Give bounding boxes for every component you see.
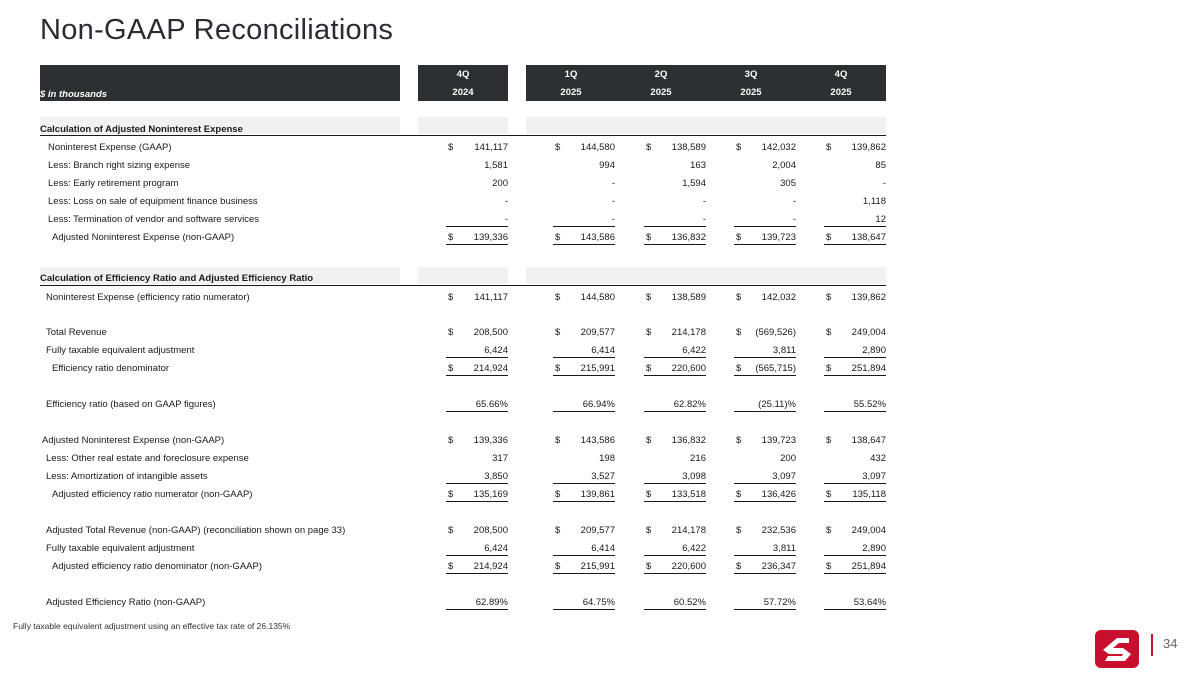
value-cell: 208,500: [473, 327, 508, 338]
total-double-underline: [734, 375, 796, 376]
row-label: Less: Other real estate and foreclosure expense: [46, 453, 249, 464]
subtotal-underline: [446, 483, 508, 484]
value-cell: 141,117: [474, 292, 508, 303]
column-header-year: 2025: [830, 87, 852, 98]
value-cell: 139,336: [473, 232, 508, 243]
column-header-quarter: 3Q: [744, 69, 758, 80]
currency-symbol: $: [736, 435, 742, 446]
currency-symbol: $: [826, 525, 832, 536]
page-number: 34: [1163, 636, 1178, 651]
total-double-underline: [824, 609, 886, 610]
value-cell: 214,924: [473, 561, 508, 572]
subtotal-underline: [734, 357, 796, 358]
table-row: [0, 597, 1200, 613]
currency-symbol: $: [736, 327, 742, 338]
total-double-underline: [824, 501, 886, 502]
value-cell: -: [792, 196, 796, 207]
currency-symbol: $: [646, 435, 652, 446]
value-cell: 251,894: [851, 561, 886, 572]
section-title-efficiency-ratio: Calculation of Efficiency Ratio and Adjusted Efficiency Ratio: [40, 273, 314, 284]
value-cell: 142,032: [761, 142, 796, 153]
row-label: Adjusted efficiency ratio denominator (non-GAAP): [52, 561, 262, 572]
value-cell: 209,577: [580, 327, 615, 338]
value-cell: 139,862: [851, 142, 886, 153]
row-label: Adjusted Noninterest Expense (non-GAAP): [42, 435, 225, 446]
table-row: [0, 453, 1200, 469]
value-cell: 142,032: [761, 292, 796, 303]
value-cell: 53.64%: [853, 597, 886, 608]
total-double-underline: [553, 573, 615, 574]
row-label: Adjusted Total Revenue (non-GAAP) (reconciliation shown on page 33): [46, 525, 346, 536]
total-double-underline: [644, 411, 706, 412]
divider: [1151, 634, 1153, 656]
value-cell: 1,594: [682, 178, 706, 189]
column-header-quarter: 1Q: [564, 69, 578, 80]
value-cell: -: [702, 196, 706, 207]
table-row: [0, 327, 1200, 343]
subtotal-underline: [553, 483, 615, 484]
column-header-quarter: 4Q: [834, 69, 848, 80]
row-label: Noninterest Expense (efficiency ratio numerator): [46, 292, 250, 303]
value-cell: 2,890: [862, 543, 886, 554]
currency-symbol: $: [555, 327, 561, 338]
currency-symbol: $: [826, 561, 832, 572]
value-cell: 12: [875, 214, 886, 225]
value-cell: 139,862: [851, 292, 886, 303]
total-double-underline: [824, 573, 886, 574]
value-cell: 6,422: [682, 345, 706, 356]
currency-symbol: $: [736, 142, 742, 153]
value-cell: 144,580: [580, 142, 615, 153]
value-cell: 3,850: [484, 471, 508, 482]
value-cell: 215,991: [580, 363, 615, 374]
value-cell: 55.52%: [853, 399, 886, 410]
currency-symbol: $: [736, 363, 742, 374]
total-double-underline: [644, 609, 706, 610]
row-label: Fully taxable equivalent adjustment: [46, 345, 195, 356]
value-cell: 208,500: [473, 525, 508, 536]
value-cell: 305: [780, 178, 796, 189]
currency-symbol: $: [826, 435, 832, 446]
page-title: Non-GAAP Reconciliations: [40, 14, 394, 46]
row-label: Efficiency ratio denominator: [52, 363, 170, 374]
currency-symbol: $: [448, 561, 454, 572]
value-cell: 317: [492, 453, 508, 464]
total-double-underline: [446, 244, 508, 245]
currency-symbol: $: [448, 525, 454, 536]
subtotal-underline: [734, 555, 796, 556]
row-label: Less: Branch right sizing expense: [48, 160, 191, 171]
currency-symbol: $: [646, 525, 652, 536]
total-double-underline: [824, 244, 886, 245]
value-cell: 163: [690, 160, 706, 171]
value-cell: 6,422: [682, 543, 706, 554]
subtotal-underline: [824, 483, 886, 484]
currency-symbol: $: [646, 292, 652, 303]
subtotal-underline: [734, 226, 796, 227]
section-title-adjusted-noninterest-expense: Calculation of Adjusted Noninterest Expense: [40, 124, 243, 135]
value-cell: 138,647: [851, 232, 886, 243]
value-cell: 6,414: [591, 345, 615, 356]
table-row: [0, 196, 1200, 212]
value-cell: 62.82%: [673, 399, 706, 410]
section-rule: [40, 285, 886, 286]
section-rule: [40, 135, 886, 136]
row-label: Noninterest Expense (GAAP): [48, 142, 172, 153]
currency-symbol: $: [555, 363, 561, 374]
total-double-underline: [553, 375, 615, 376]
value-cell: 2,004: [772, 160, 796, 171]
table-row: [0, 292, 1200, 308]
value-cell: 85: [875, 160, 886, 171]
value-cell: 198: [599, 453, 615, 464]
value-cell: 249,004: [851, 525, 886, 536]
subtotal-underline: [446, 357, 508, 358]
row-label: Less: Termination of vendor and software services: [48, 214, 260, 225]
column-header-quarter: 2Q: [654, 69, 668, 80]
currency-symbol: $: [448, 232, 454, 243]
value-cell: -: [792, 214, 796, 225]
subtotal-underline: [824, 555, 886, 556]
value-cell: 143,586: [580, 435, 615, 446]
value-cell: 136,832: [671, 232, 706, 243]
currency-symbol: $: [448, 142, 454, 153]
value-cell: 66.94%: [582, 399, 615, 410]
table-row: [0, 160, 1200, 176]
value-cell: 1,581: [484, 160, 508, 171]
table-row: [0, 345, 1200, 361]
table-row: [0, 561, 1200, 577]
value-cell: 133,518: [671, 489, 706, 500]
currency-symbol: $: [448, 327, 454, 338]
value-cell: (569,526): [755, 327, 796, 338]
value-cell: 136,426: [761, 489, 796, 500]
footnote: Fully taxable equivalent adjustment using an effective tax rate of 26.135%: [13, 621, 291, 631]
value-cell: 136,832: [671, 435, 706, 446]
currency-symbol: $: [826, 292, 832, 303]
value-cell: 236,347: [761, 561, 796, 572]
column-header-quarter: 4Q: [456, 69, 470, 80]
currency-symbol: $: [736, 292, 742, 303]
row-label: Efficiency ratio (based on GAAP figures): [46, 399, 216, 410]
subtotal-underline: [824, 357, 886, 358]
value-cell: 200: [780, 453, 796, 464]
subtotal-underline: [644, 357, 706, 358]
value-cell: 135,118: [852, 489, 886, 500]
table-row: [0, 178, 1200, 194]
currency-symbol: $: [555, 232, 561, 243]
total-double-underline: [553, 501, 615, 502]
value-cell: 994: [599, 160, 615, 171]
value-cell: 60.52%: [673, 597, 706, 608]
value-cell: 214,178: [671, 327, 706, 338]
subtotal-underline: [553, 226, 615, 227]
value-cell: -: [882, 178, 886, 189]
value-cell: 216: [690, 453, 706, 464]
value-cell: 57.72%: [763, 597, 796, 608]
table-row: [0, 142, 1200, 158]
row-label: Adjusted Noninterest Expense (non-GAAP): [52, 232, 235, 243]
currency-symbol: $: [448, 292, 454, 303]
currency-symbol: $: [646, 232, 652, 243]
units-label: $ in thousands: [40, 89, 108, 100]
value-cell: 64.75%: [582, 597, 615, 608]
total-double-underline: [644, 501, 706, 502]
currency-symbol: $: [448, 489, 454, 500]
table-row: [0, 543, 1200, 559]
currency-symbol: $: [826, 327, 832, 338]
value-cell: 220,600: [671, 363, 706, 374]
currency-symbol: $: [646, 489, 652, 500]
value-cell: 138,589: [671, 142, 706, 153]
currency-symbol: $: [646, 142, 652, 153]
section-band: [526, 267, 886, 284]
row-label: Adjusted efficiency ratio numerator (non-GAAP): [52, 489, 253, 500]
table-row: [0, 232, 1200, 248]
value-cell: 215,991: [580, 561, 615, 572]
value-cell: 65.66%: [475, 399, 508, 410]
currency-symbol: $: [555, 435, 561, 446]
value-cell: 139,861: [580, 489, 615, 500]
value-cell: 432: [870, 453, 886, 464]
currency-symbol: $: [736, 561, 742, 572]
row-label: Less: Early retirement program: [48, 178, 179, 189]
value-cell: 220,600: [671, 561, 706, 572]
table-row: [0, 214, 1200, 230]
table-row: [0, 435, 1200, 451]
column-header-year: 2025: [650, 87, 672, 98]
value-cell: 3,811: [772, 345, 796, 356]
value-cell: -: [702, 214, 706, 225]
value-cell: 1,118: [862, 196, 886, 207]
value-cell: 209,577: [580, 525, 615, 536]
value-cell: 3,098: [682, 471, 706, 482]
currency-symbol: $: [555, 292, 561, 303]
value-cell: 6,414: [591, 543, 615, 554]
subtotal-underline: [553, 555, 615, 556]
currency-symbol: $: [555, 525, 561, 536]
total-double-underline: [734, 501, 796, 502]
currency-symbol: $: [826, 489, 832, 500]
value-cell: -: [504, 214, 508, 225]
value-cell: 62.89%: [475, 597, 508, 608]
value-cell: 3,811: [772, 543, 796, 554]
column-header-year: 2024: [452, 87, 474, 98]
value-cell: 3,527: [591, 471, 615, 482]
table-row: [0, 471, 1200, 487]
value-cell: 2,890: [862, 345, 886, 356]
value-cell: 200: [492, 178, 508, 189]
value-cell: 144,580: [580, 292, 615, 303]
total-double-underline: [644, 573, 706, 574]
row-label: Less: Loss on sale of equipment finance business: [48, 196, 258, 207]
value-cell: 3,097: [862, 471, 886, 482]
value-cell: 3,097: [772, 471, 796, 482]
currency-symbol: $: [826, 142, 832, 153]
currency-symbol: $: [826, 232, 832, 243]
table-row: [0, 525, 1200, 541]
value-cell: -: [611, 178, 615, 189]
company-logo: [1095, 630, 1139, 668]
total-double-underline: [644, 375, 706, 376]
value-cell: 135,169: [473, 489, 508, 500]
total-double-underline: [446, 411, 508, 412]
total-double-underline: [824, 375, 886, 376]
subtotal-underline: [553, 357, 615, 358]
value-cell: 139,336: [473, 435, 508, 446]
total-double-underline: [446, 375, 508, 376]
row-label: Less: Amortization of intangible assets: [46, 471, 208, 482]
currency-symbol: $: [736, 232, 742, 243]
currency-symbol: $: [646, 363, 652, 374]
value-cell: 232,536: [761, 525, 796, 536]
total-double-underline: [553, 411, 615, 412]
total-double-underline: [734, 609, 796, 610]
total-double-underline: [553, 244, 615, 245]
column-header-year: 2025: [560, 87, 582, 98]
currency-symbol: $: [646, 327, 652, 338]
total-double-underline: [734, 411, 796, 412]
currency-symbol: $: [555, 142, 561, 153]
section-band: [418, 117, 508, 134]
value-cell: 6,424: [484, 345, 508, 356]
value-cell: 143,586: [580, 232, 615, 243]
subtotal-underline: [734, 483, 796, 484]
value-cell: -: [504, 196, 508, 207]
value-cell: 141,117: [474, 142, 508, 153]
value-cell: 214,178: [671, 525, 706, 536]
table-row: [0, 363, 1200, 379]
subtotal-underline: [644, 555, 706, 556]
total-double-underline: [553, 609, 615, 610]
table-row: [0, 399, 1200, 415]
currency-symbol: $: [736, 489, 742, 500]
total-double-underline: [734, 573, 796, 574]
currency-symbol: $: [448, 435, 454, 446]
value-cell: (565,715): [755, 363, 796, 374]
value-cell: -: [611, 196, 615, 207]
total-double-underline: [644, 244, 706, 245]
total-double-underline: [446, 573, 508, 574]
total-double-underline: [824, 411, 886, 412]
value-cell: 139,723: [761, 232, 796, 243]
subtotal-underline: [446, 555, 508, 556]
value-cell: -: [611, 214, 615, 225]
currency-symbol: $: [448, 363, 454, 374]
value-cell: 249,004: [851, 327, 886, 338]
value-cell: 138,589: [671, 292, 706, 303]
value-cell: 214,924: [473, 363, 508, 374]
total-double-underline: [446, 501, 508, 502]
currency-symbol: $: [736, 525, 742, 536]
total-double-underline: [446, 609, 508, 610]
subtotal-underline: [446, 226, 508, 227]
row-label: Total Revenue: [46, 327, 107, 338]
currency-symbol: $: [826, 363, 832, 374]
value-cell: 139,723: [761, 435, 796, 446]
table-row: [0, 489, 1200, 505]
value-cell: 6,424: [484, 543, 508, 554]
column-header-year: 2025: [740, 87, 762, 98]
row-label: Adjusted Efficiency Ratio (non-GAAP): [46, 597, 206, 608]
value-cell: (25.11)%: [758, 399, 796, 410]
value-cell: 251,894: [851, 363, 886, 374]
section-band: [526, 117, 886, 134]
value-cell: 138,647: [851, 435, 886, 446]
row-label: Fully taxable equivalent adjustment: [46, 543, 195, 554]
currency-symbol: $: [555, 561, 561, 572]
subtotal-underline: [824, 226, 886, 227]
subtotal-underline: [644, 226, 706, 227]
subtotal-underline: [644, 483, 706, 484]
section-band: [418, 267, 508, 284]
currency-symbol: $: [555, 489, 561, 500]
currency-symbol: $: [646, 561, 652, 572]
total-double-underline: [734, 244, 796, 245]
